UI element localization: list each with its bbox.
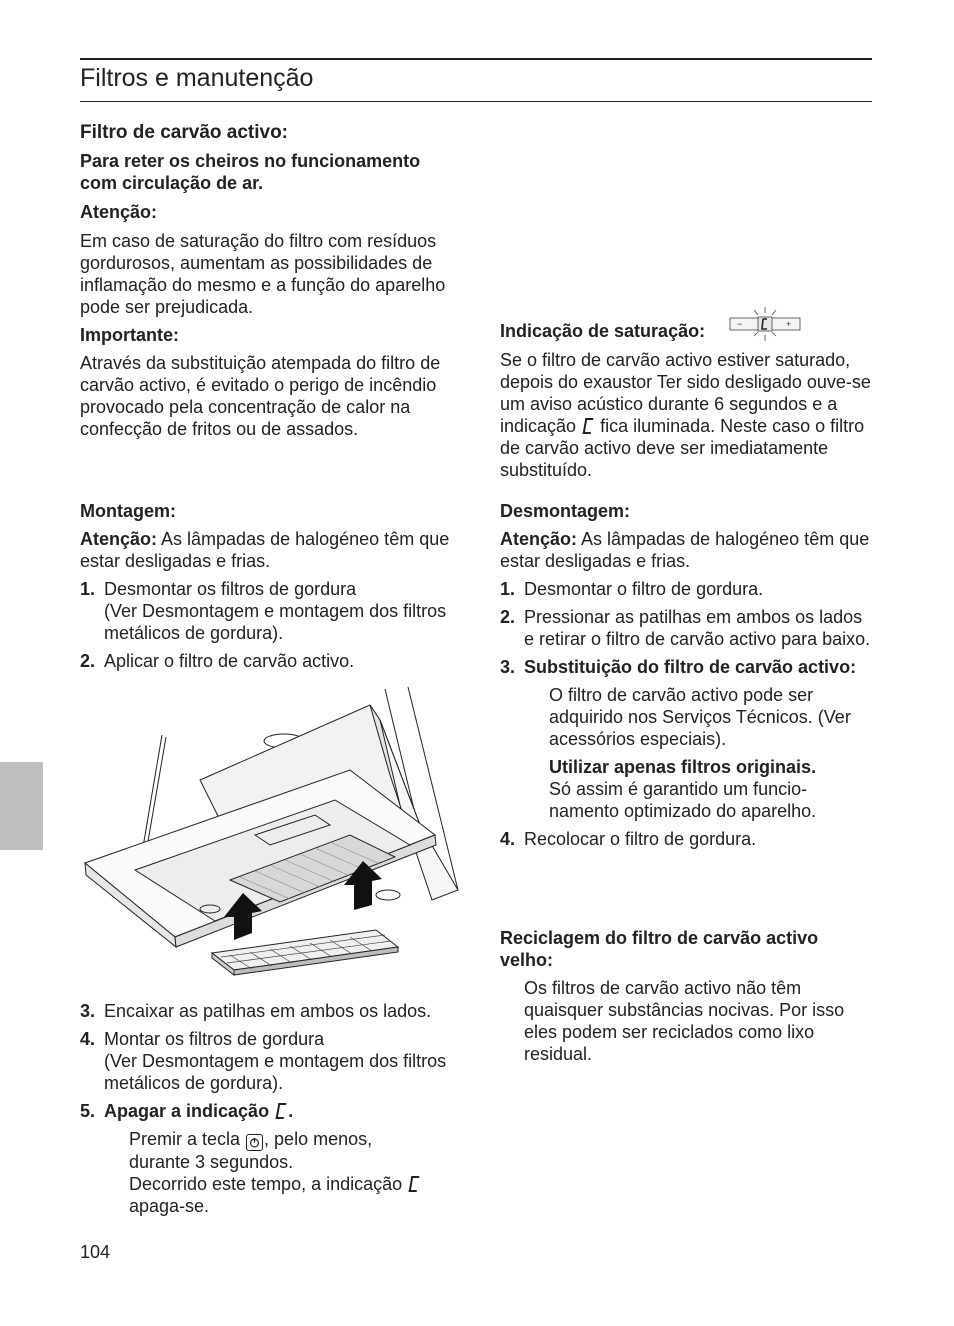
- recycle-title: Reciclagem do filtro de carvão activo velho:: [500, 928, 819, 970]
- important-label: Importante:: [80, 325, 179, 345]
- saturation-title: Indicação de saturação:: [500, 321, 706, 341]
- page-number: 104: [80, 1242, 111, 1262]
- intro-bold: Para reter os cheiros no funcionamento com circulação de ar.: [80, 151, 421, 193]
- section-title-carbon-filter: Filtro de carvão activo:: [80, 122, 289, 143]
- mount-step-2: 2. Aplicar o filtro de carvão activo.: [80, 651, 355, 671]
- left-column-steps-cont: [80, 1000, 460, 1217]
- step5-instructions: Premir a tecla , pelo menos, durante 3 segundos. Decorrido este tempo, a indicação apaga-se.: [80, 1128, 460, 1217]
- dismount-step-1: 1. Desmontar o filtro de gordura.: [500, 579, 764, 599]
- mount-attention: Atenção: As lâmpadas de halogéneo têm que estar desligadas e frias.: [80, 529, 450, 571]
- right-column-recycle: [500, 927, 872, 1065]
- right-column-dismount: [500, 500, 872, 850]
- right-column-saturation: [500, 320, 872, 481]
- page-title: Filtros e manutenção: [80, 64, 314, 92]
- mount-step-3: 3. Encaixar as patilhas em ambos os lados.: [80, 1001, 432, 1021]
- chapter-side-tab: [0, 762, 43, 850]
- filter-indicator-icon: [276, 1103, 287, 1119]
- filter-indicator-icon: [583, 418, 594, 434]
- svg-text:−: −: [737, 319, 743, 329]
- hood-filter-illustration: [80, 685, 460, 980]
- left-column-mount: [80, 500, 460, 672]
- mount-step-4: 4. Montar os filtros de gordura (Ver Desmontagem e montagem dos filtros metálicos de gordura).: [80, 1029, 447, 1093]
- recycle-text: Os filtros de carvão activo não têm quaisquer substâncias nocivas. Por isso eles podem ser reciclados como lixo residual.: [524, 978, 845, 1064]
- dismount-title: Desmontagem:: [500, 501, 631, 521]
- important-text: Através da substituição atempada do filtro de carvão activo, é evitado o perigo de incêndio provocado pela concentração de calor na confecção de fritos ou de assados.: [80, 353, 441, 439]
- left-column-top: [80, 122, 455, 440]
- dismount-attention: Atenção: As lâmpadas de halogéneo têm que estar desligadas e frias.: [500, 529, 870, 571]
- attention-label: Atenção:: [80, 202, 158, 222]
- attention-text: Em caso de saturação do filtro com resíduos gordurosos, aumentam as possibilidades de inflamação do mesmo e a função do aparelho pode ser prejudicada.: [80, 231, 446, 317]
- filter-indicator-icon: [409, 1176, 420, 1192]
- header-rule-top: [80, 58, 872, 60]
- dismount-step-4: 4. Recolocar o filtro de gordura.: [500, 829, 757, 849]
- saturation-display-icon: [728, 306, 802, 342]
- svg-text:+: +: [786, 319, 792, 329]
- mount-step-1: 1. Desmontar os filtros de gordura (Ver Desmontagem e montagem dos filtros metálicos de gordura).: [80, 579, 447, 643]
- dismount-step-3-details: O filtro de carvão activo pode ser adquirido nos Serviços Técnicos. (Ver acessórios especiais). Utilizar apenas filtros originais. Só assim é garantido um funcio-namento optimizado do aparelho.: [549, 685, 851, 821]
- mount-title: Montagem:: [80, 501, 176, 521]
- dismount-step-3: 3. Substituição do filtro de carvão activo:: [500, 657, 857, 677]
- mount-step-5: 5. Apagar a indicação .: [80, 1101, 294, 1121]
- dismount-step-2: 2. Pressionar as patilhas em ambos os lados e retirar o filtro de carvão activo para baixo.: [500, 607, 871, 649]
- power-key-icon: [246, 1134, 263, 1151]
- header-rule-bottom: [80, 101, 872, 102]
- saturation-text: Se o filtro de carvão activo estiver saturado, depois do exaustor Ter sido desligado ouve-se um aviso acústico durante 6 segundos e a indicação fica iluminada. Neste caso o filtro de carvão activo deve ser imediatamente substituído.: [500, 350, 871, 480]
